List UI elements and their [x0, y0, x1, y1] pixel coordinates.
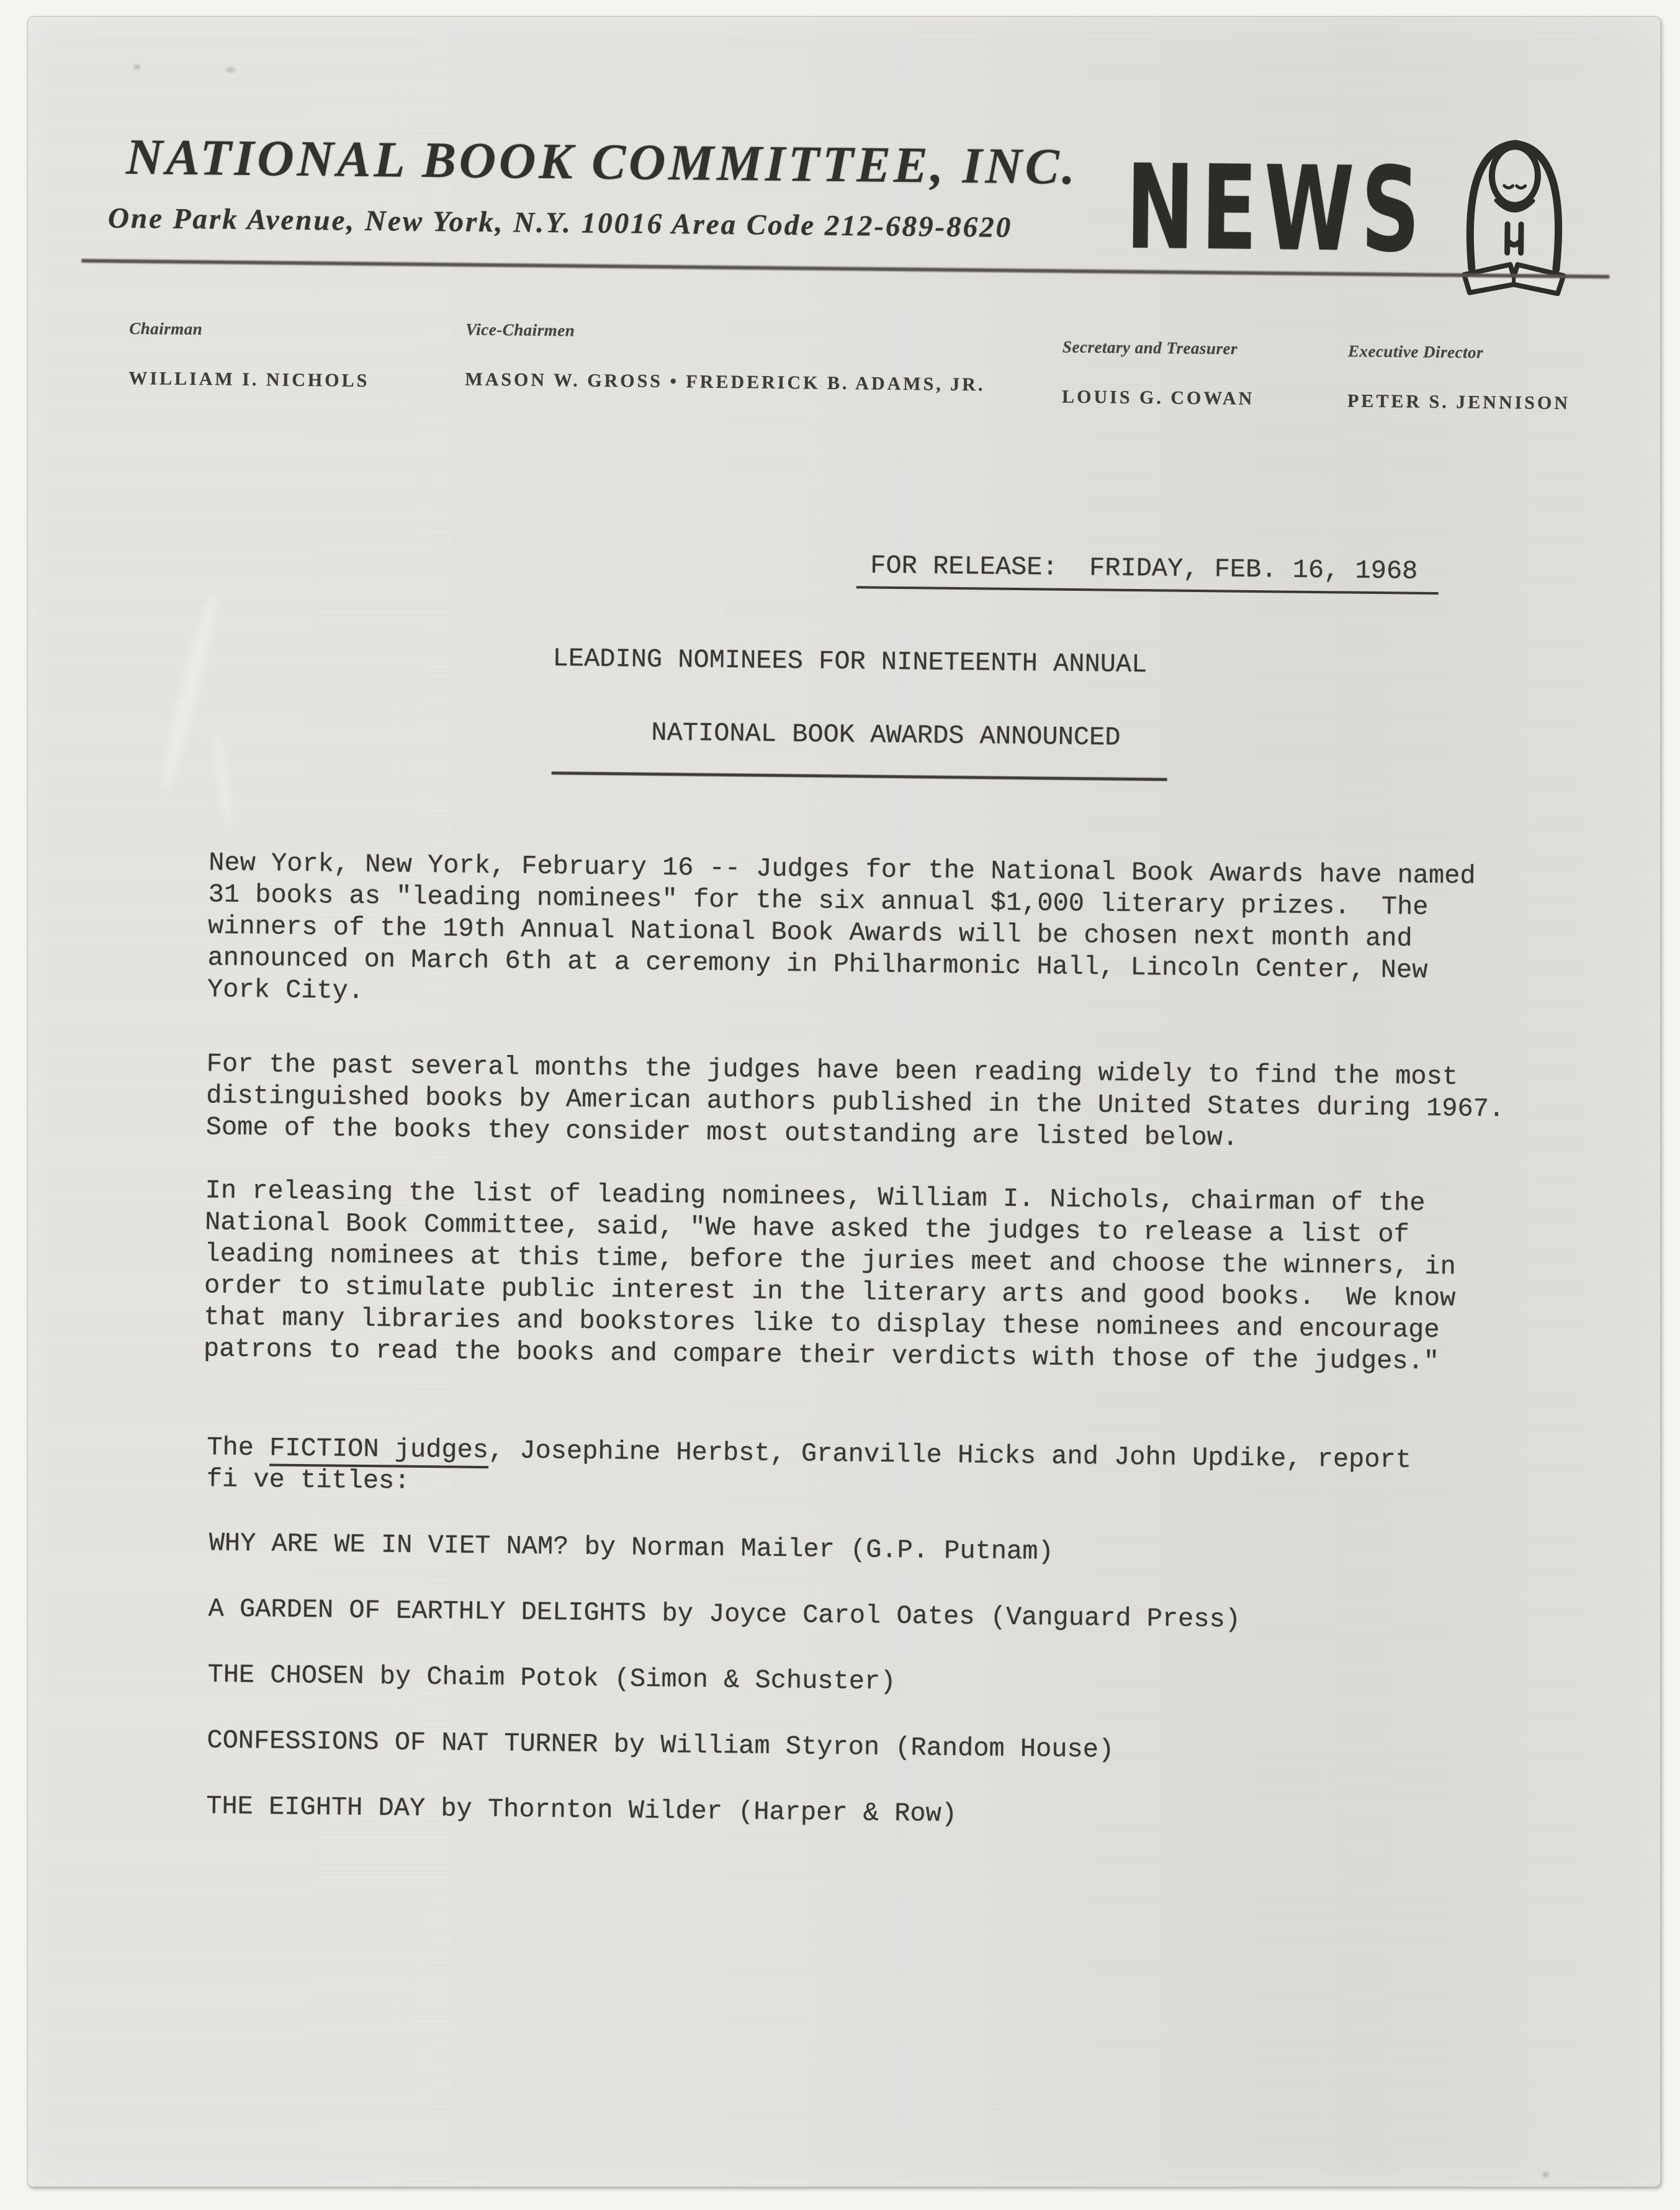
book-item: THE CHOSEN by Chaim Potok (Simon & Schuster)	[207, 1660, 896, 1697]
officer-role: Secretary and Treasurer	[1062, 337, 1238, 358]
officer-vice-chairmen	[465, 299, 986, 417]
news-wordmark: NEWS	[1125, 139, 1428, 279]
officer-name: PETER S. JENNISON	[1347, 390, 1571, 414]
book-item: WHY ARE WE IN VIET NAM? by Norman Mailer (G.P. Putnam)	[209, 1528, 1054, 1567]
paragraph-announcement: New York, New York, February 16 -- Judges for the National Book Awards have named 31 books as "leading nominees" for the six annual $1,000 literary prizes. The winners of the 19th Annual National Book Awards will be chosen next month and announced on March 6th at a ceremony in Philharmonic Hall, Lincoln Center, New York City.	[207, 848, 1476, 1006]
headline-line-1: LEADING NOMINEES FOR NINETEENTH ANNUAL	[552, 644, 1148, 680]
officer-role: Chairman	[129, 318, 203, 339]
officer-name: LOUIS G. COWAN	[1061, 386, 1255, 409]
officer-role: Vice-Chairmen	[465, 320, 575, 340]
paragraph-judging: For the past several months the judges have been reading widely to find the most distinguished books by American authors published in the United States during 1967. Some of the books they consider most outstanding are listed below.	[205, 1049, 1505, 1153]
officer-secretary-treasurer	[1062, 317, 1256, 431]
headline-rule	[552, 771, 1167, 781]
officer-role: Executive Director	[1347, 341, 1484, 362]
paragraph-quote: In releasing the list of leading nominees, William I. Nichols, chairman of the National Book Committee, said, "We have asked the judges to release a list of leading nominees at this time, before the juries meet and choose the winners, in order to stimulate public interest in the literary arts and good books. We know that many libraries and bookstores like to display these nominees and encourage patrons to read the books and compare their verdicts with those of the judges."	[203, 1175, 1457, 1377]
book-item: A GARDEN OF EARTHLY DELIGHTS by Joyce Carol Oates (Vanguard Press)	[208, 1594, 1241, 1635]
organization-address: One Park Avenue, New York, N.Y. 10016 Area Code 212-689-8620	[107, 202, 1013, 244]
fiction-judges-underlined: FICTION judges	[269, 1433, 488, 1468]
reader-with-open-book-icon	[1458, 129, 1571, 307]
release-date-line: FOR RELEASE: FRIDAY, FEB. 16, 1968	[856, 550, 1439, 595]
book-item: CONFESSIONS OF NAT TURNER by William Styron (Random House)	[207, 1725, 1115, 1765]
nominee-book-list	[205, 1527, 1241, 1867]
fiction-judges-line	[207, 1432, 1412, 1507]
officer-name: MASON W. GROSS • FREDERICK B. ADAMS, JR.	[465, 369, 986, 395]
fiction-intro-rest: , Josephine Herbst, Granville Hicks and John Updike, report fi ve titles:	[206, 1435, 1412, 1496]
fiction-intro-prefix: The	[207, 1432, 270, 1463]
officer-name: WILLIAM I. NICHOLS	[128, 367, 370, 392]
headline-line-2: NATIONAL BOOK AWARDS ANNOUNCED	[651, 717, 1121, 753]
officer-executive-director	[1347, 321, 1571, 436]
organization-name: NATIONAL BOOK COMMITTEE, INC.	[125, 128, 1079, 195]
officer-chairman	[128, 298, 371, 413]
book-item: THE EIGHTH DAY by Thornton Wilder (Harper & Row)	[206, 1791, 958, 1830]
